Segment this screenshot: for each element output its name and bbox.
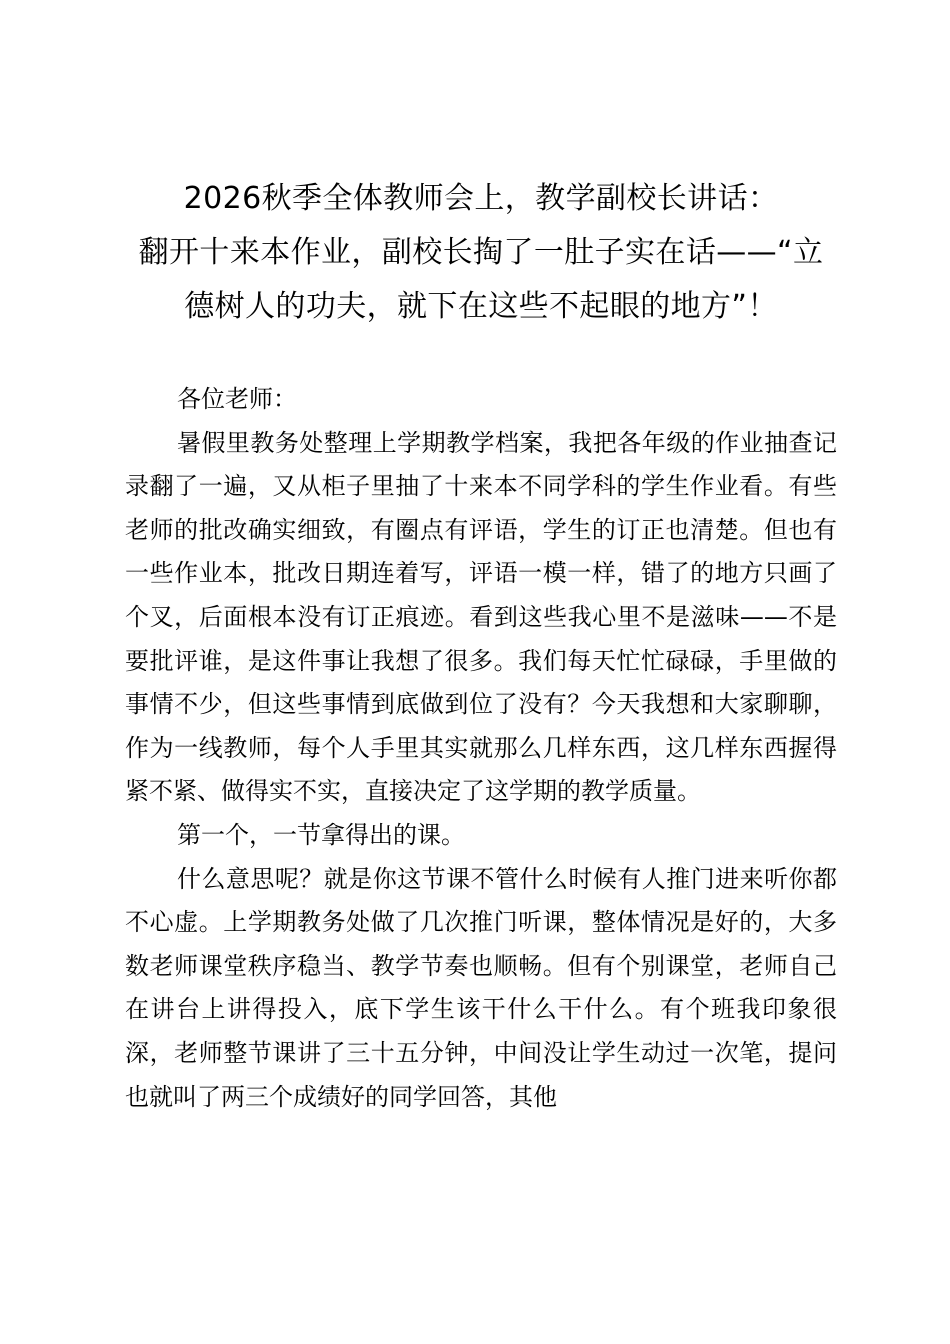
document-body: [125, 378, 837, 1119]
paragraph: 暑假里教务处整理上学期教学档案，我把各年级的作业抽查记录翻了一遍，又从柜子里抽了十来本不同学科的学生作业看。有些老师的批改确实细致，有圈点有评语，学生的订正也清楚。但也有一些作业本，批改日期连着写，评语一模一样，错了的地方只画了个叉，后面根本没有订正痕迹。看到这些我心里不是滋味——不是要批评谁，是这件事让我想了很多。我们每天忙忙碌碌，手里做的事情不少，但这些事情到底做到位了没有？今天我想和大家聊聊，作为一线教师，每个人手里其实就那么几样东西，这几样东西握得紧不紧、做得实不实，直接决定了这学期的教学质量。: [125, 428, 837, 806]
paragraph: 什么意思呢？就是你这节课不管什么时候有人推门进来听你都不心虚。上学期教务处做了几次推门听课，整体情况是好的，大多数老师课堂秩序稳当、教学节奏也顺畅。但有个别课堂，老师自己在讲台上讲得投入，底下学生该干什么干什么。有个班我印象很深，老师整节课讲了三十五分钟，中间没让学生动过一次笔，提问也就叫了两三个成绩好的同学回答，其他: [125, 864, 837, 1111]
document-title: 2026秋季全体教师会上，教学副校长讲话： 翻开十来本作业，副校长掏了一肚子实在话——“立德树人的功夫，就下在这些不起眼的地方”！: [138, 181, 824, 324]
salutation: 各位老师：: [177, 385, 297, 413]
paragraph: 第一个，一节拿得出的课。: [177, 820, 465, 849]
